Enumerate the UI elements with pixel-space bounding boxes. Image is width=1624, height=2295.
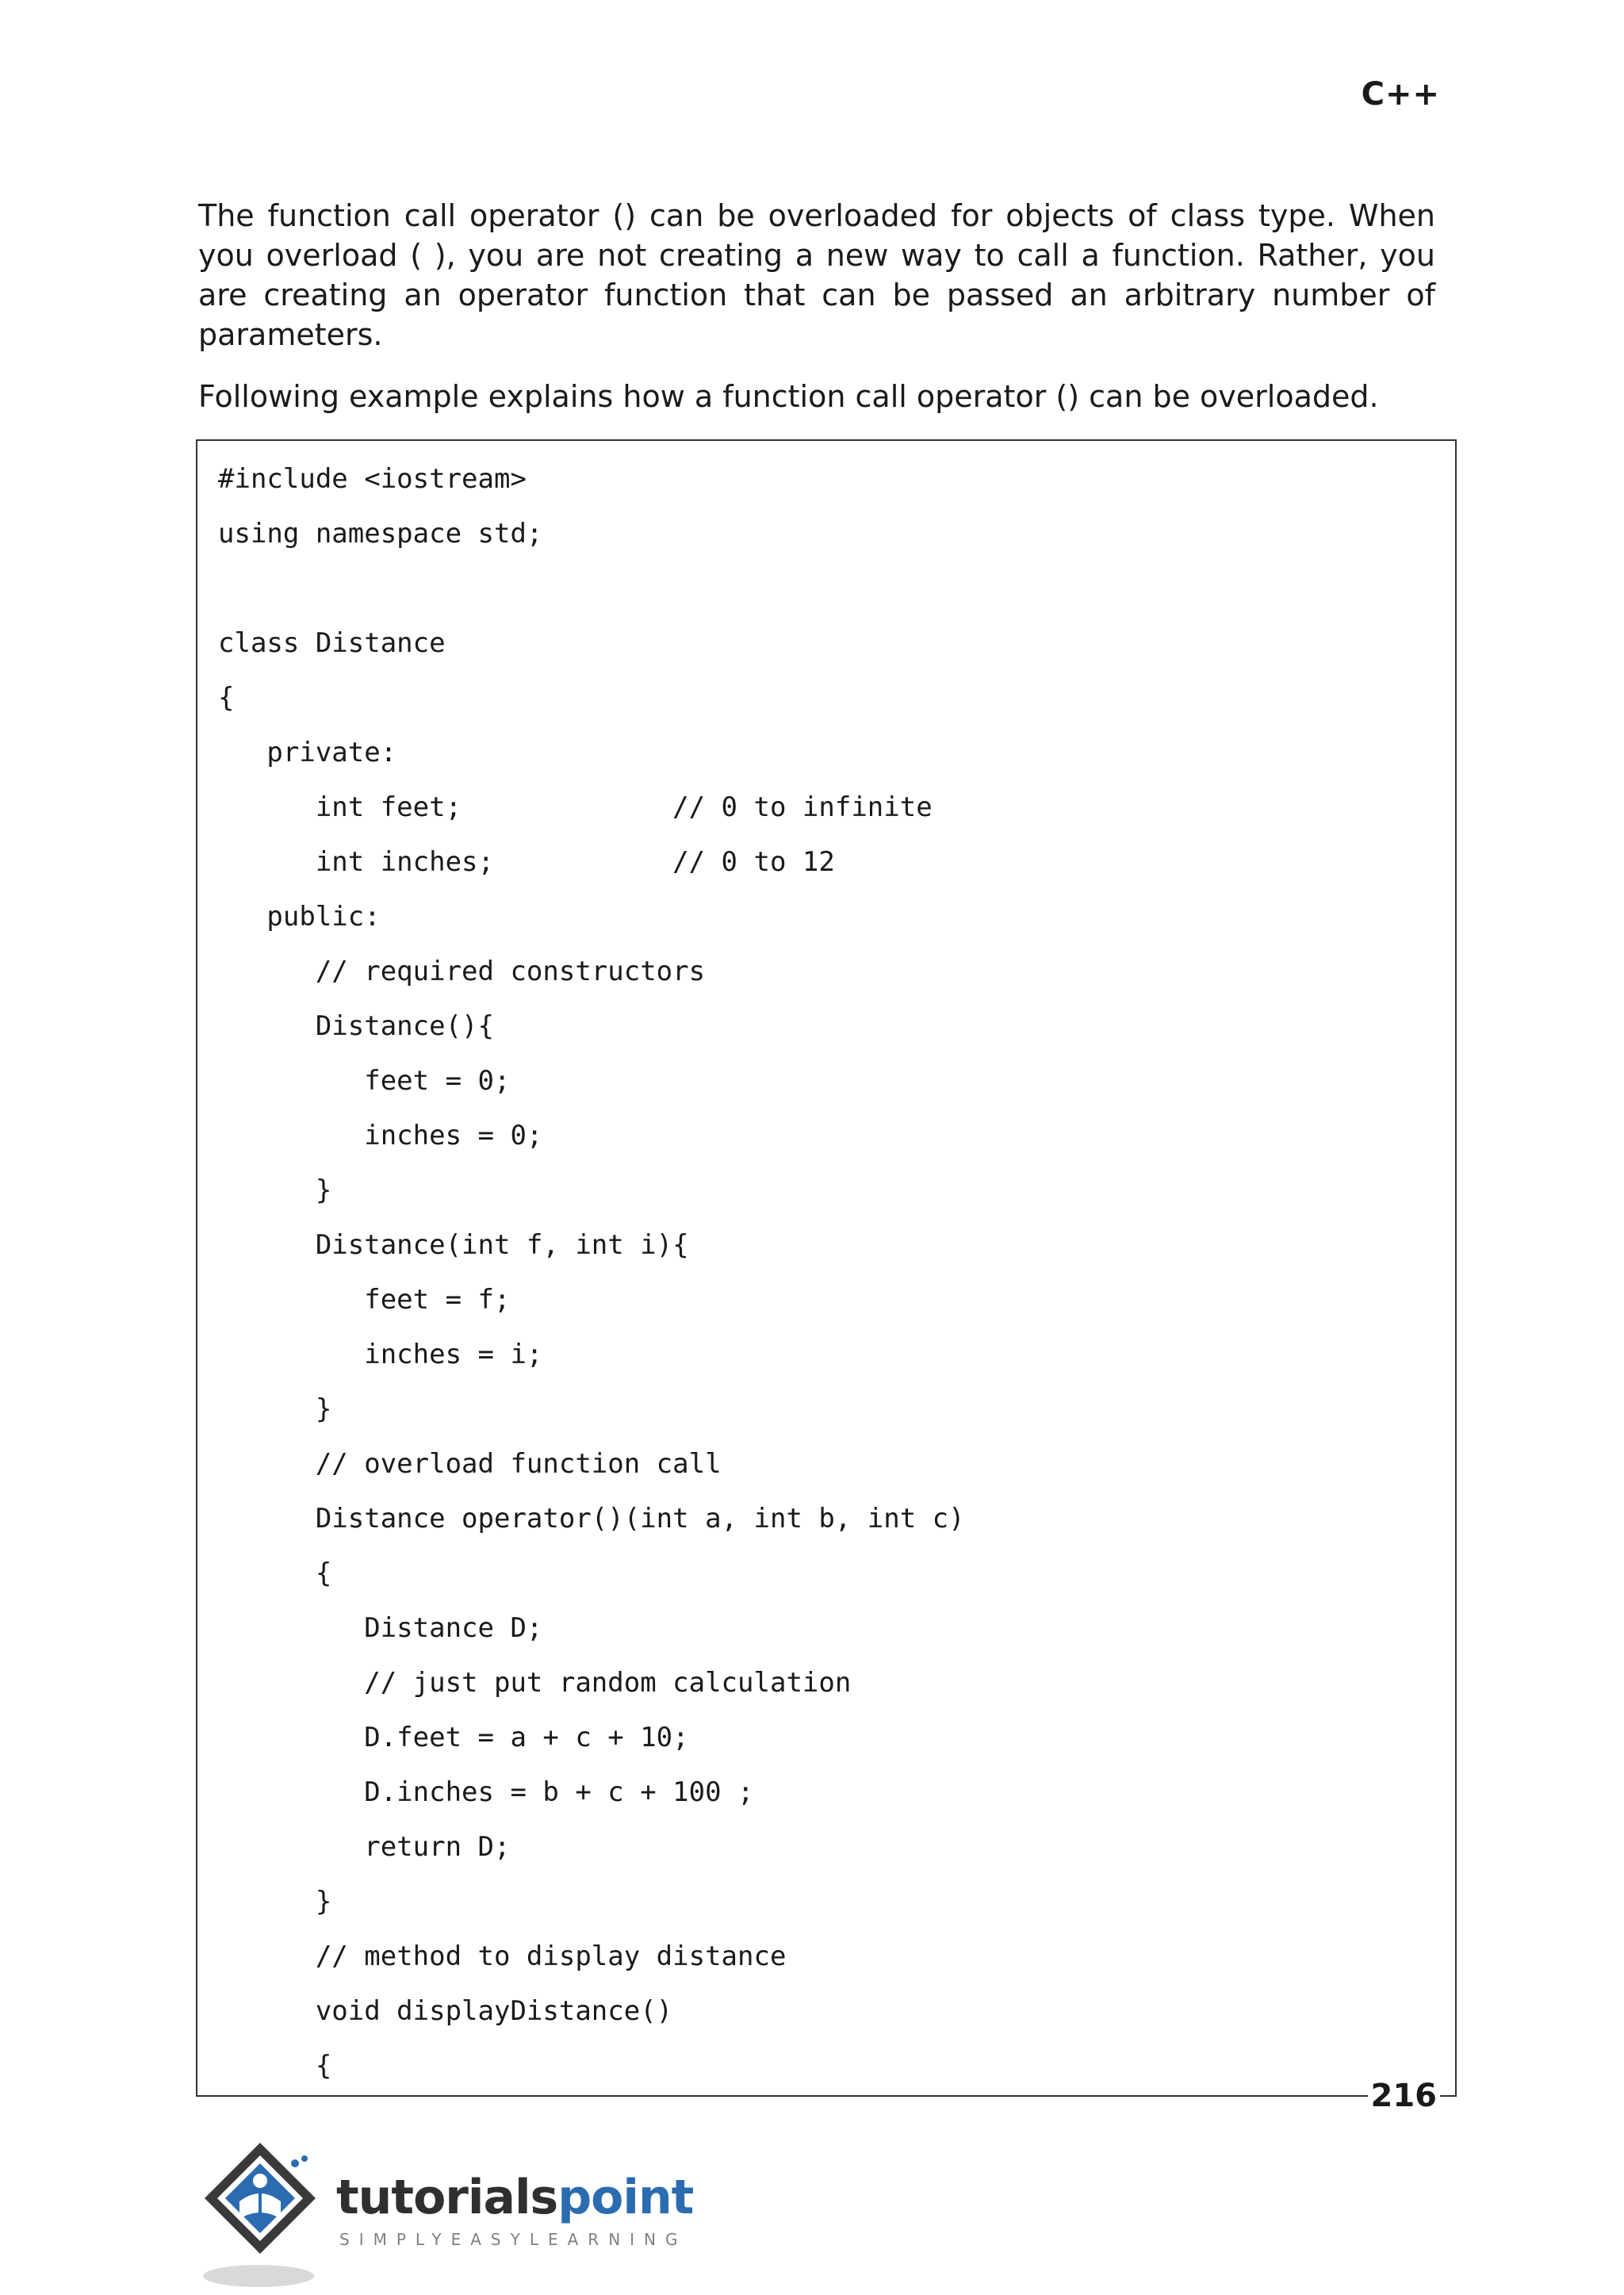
code-line: int feet; // 0 to infinite <box>218 791 933 823</box>
code-block <box>196 439 1457 2097</box>
code-line: } <box>218 1174 332 1206</box>
code-line: inches = i; <box>218 1339 543 1370</box>
code-line: #include <iostream> <box>218 463 527 495</box>
code-line: { <box>218 2050 332 2082</box>
code-line: D.feet = a + c + 10; <box>218 1722 689 1753</box>
code-line: } <box>218 1886 332 1918</box>
logo-tagline: SIMPLYEASYLEARNING <box>339 2230 688 2249</box>
intro-paragraph: The function call operator () can be overloaded for objects of class type. When you overload ( ), you are not creating a new way to call a function. Rather, you are creating an operator function that can be passed an arbitrary number of parameters. <box>198 198 1435 352</box>
example-intro-paragraph: Following example explains how a function call operator () can be overloaded. <box>198 379 1379 414</box>
code-line: void displayDistance() <box>218 1995 673 2027</box>
code-line: // required constructors <box>218 956 706 987</box>
code-line: inches = 0; <box>218 1120 543 1151</box>
code-line: // overload function call <box>218 1448 722 1480</box>
code-line: return D; <box>218 1831 511 1863</box>
code-line: Distance(){ <box>218 1010 494 1042</box>
code-line: { <box>218 1557 332 1589</box>
code-line: // just put random calculation <box>218 1667 852 1699</box>
logo-word-point: point <box>557 2170 694 2225</box>
code-line: public: <box>218 901 381 933</box>
code-line: feet = f; <box>218 1284 511 1316</box>
code-line: using namespace std; <box>218 518 543 550</box>
document-title: C++ <box>1361 76 1440 113</box>
code-line: class Distance <box>218 627 446 659</box>
logo-diamond-icon <box>197 2135 355 2293</box>
code-line: feet = 0; <box>218 1065 511 1097</box>
code-line: } <box>218 1393 332 1425</box>
code-line: private: <box>218 737 397 768</box>
code-line: D.inches = b + c + 100 ; <box>218 1776 754 1808</box>
logo-wordmark <box>336 2170 693 2225</box>
logo-word-tutorials: tutorials <box>336 2170 558 2225</box>
code-line: Distance(int f, int i){ <box>218 1229 689 1261</box>
code-line: Distance D; <box>218 1612 543 1644</box>
code-line: // method to display distance <box>218 1941 787 1972</box>
code-line: { <box>218 682 235 714</box>
code-line: Distance operator()(int a, int b, int c) <box>218 1503 965 1534</box>
code-line: int inches; // 0 to 12 <box>218 846 835 878</box>
tutorialspoint-logo <box>197 2135 768 2293</box>
page-number: 216 <box>1368 2078 1441 2114</box>
